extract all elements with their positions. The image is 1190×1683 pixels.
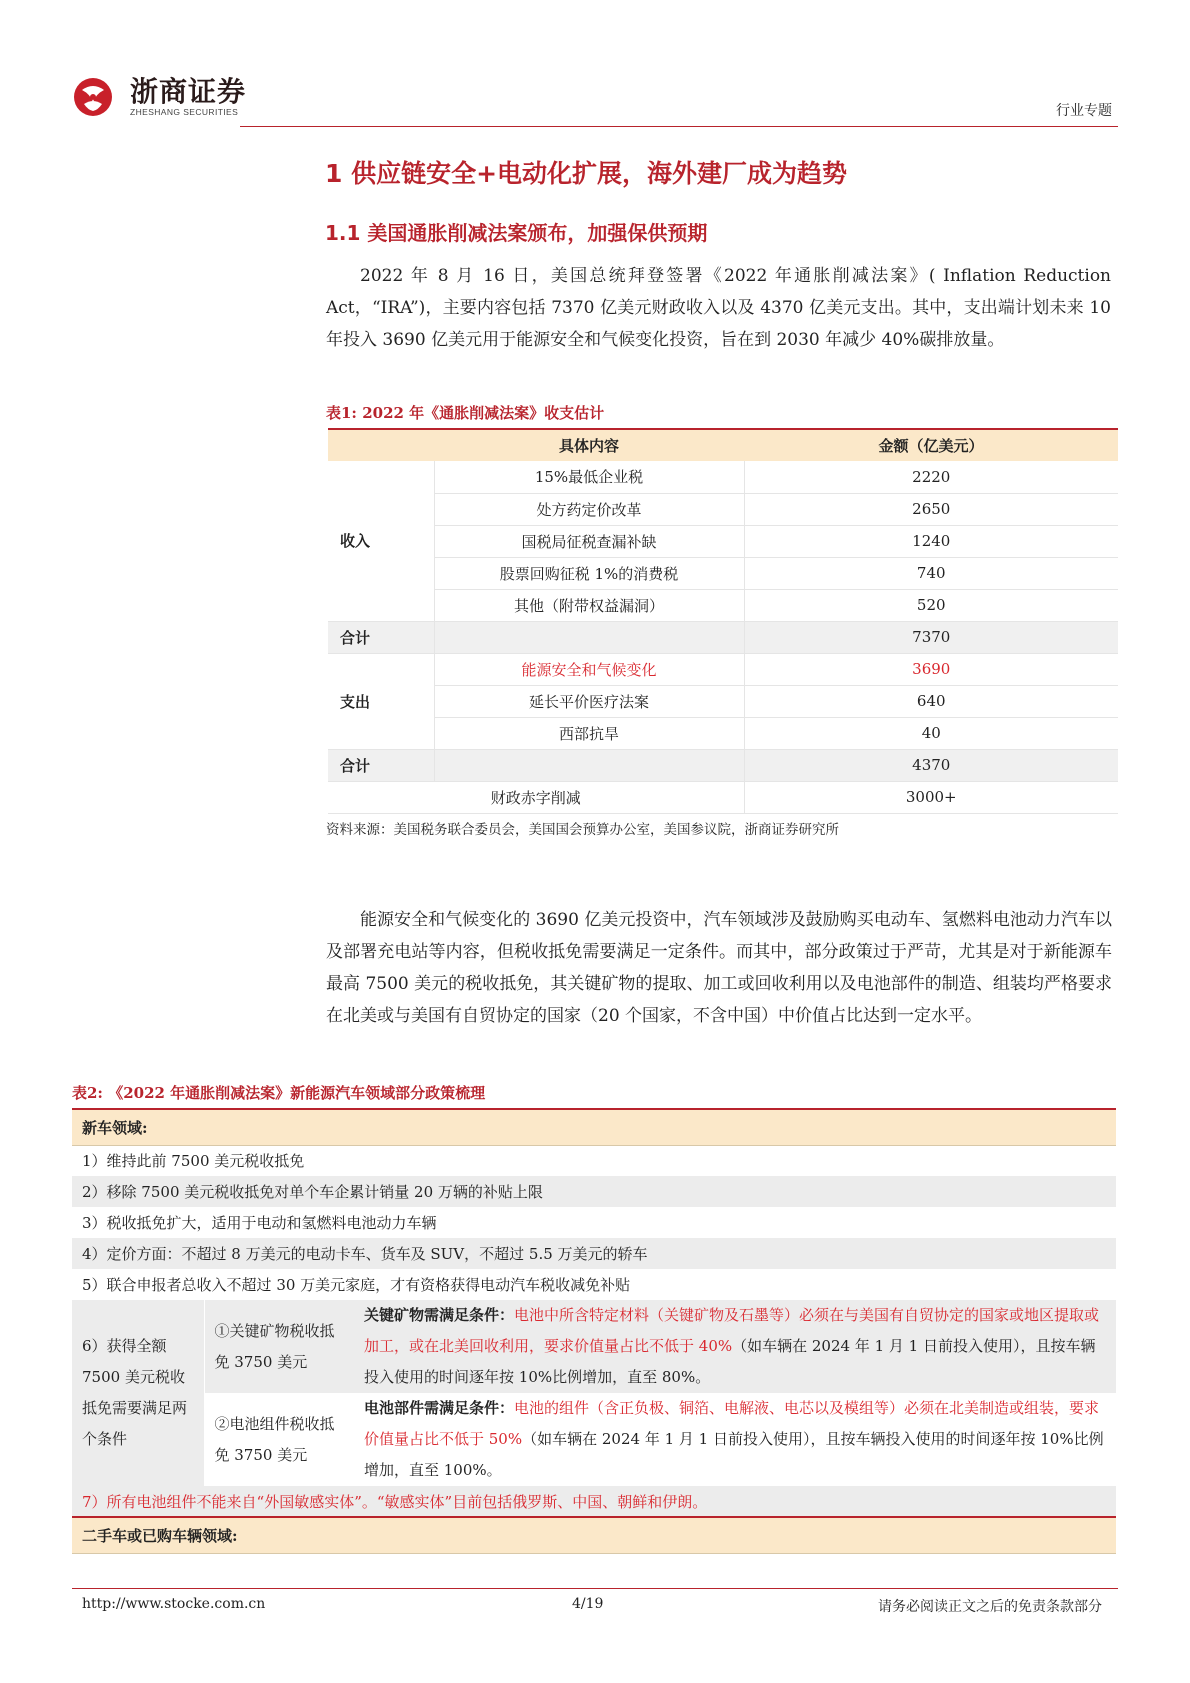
policy-item: 2）移除 7500 美元税收抵免对单个车企累计销量 20 万辆的补贴上限	[72, 1176, 1116, 1207]
ira-budget-table	[328, 428, 1118, 814]
cell-amount: 3000+	[744, 781, 1118, 813]
section-title: 新车领域:	[72, 1109, 1116, 1145]
footer-divider	[72, 1588, 1118, 1589]
table-row	[328, 589, 1118, 621]
policy-item: 5）联合申报者总收入不超过 30 万美元家庭，才有资格获得电动汽车税收减免补贴	[82, 1276, 631, 1294]
cell-item: 15%最低企业税	[434, 461, 744, 493]
income-label: 收入	[328, 461, 434, 621]
condition2-red-text: 电池的组件（含正负极、铜箔、电解液、电芯以及模组等）必须在北美制造或组装，要求价值量占比不低于 50%	[364, 1399, 1100, 1448]
table-row	[72, 1176, 1116, 1207]
cell-item: 延长平价医疗法案	[434, 685, 744, 717]
table-row	[72, 1486, 1116, 1517]
logo	[72, 76, 246, 118]
table-total-row	[328, 749, 1118, 781]
deficit-label: 财政赤字削减	[328, 781, 744, 813]
cell-amount: 740	[744, 557, 1118, 589]
total-label: 合计	[328, 621, 434, 653]
table-row	[72, 1300, 1116, 1393]
cell-item: 西部抗旱	[434, 717, 744, 749]
cell-amount: 4370	[744, 749, 1118, 781]
table-row	[328, 493, 1118, 525]
table-row	[328, 685, 1118, 717]
disclaimer-note: 请务必阅读正文之后的免责条款部分	[878, 1599, 1102, 1615]
report-type-tag: 行业专题	[1056, 103, 1112, 119]
cell-empty	[434, 621, 744, 653]
policy-item: 7）所有电池组件不能来自“外国敏感实体”。“敏感实体”目前包括俄罗斯、中国、朝鲜和伊朗。	[72, 1486, 1116, 1517]
logo-name-cn: 浙商证券	[130, 75, 247, 108]
section-row-new-vehicles	[72, 1109, 1116, 1145]
header-content: 具体内容	[434, 429, 744, 461]
policy-item: 3）税收抵免扩大，适用于电动和氢燃料电池动力车辆	[82, 1214, 437, 1232]
condition1-label: ①关键矿物税收抵免 3750 美元	[204, 1300, 354, 1393]
table-row	[328, 557, 1118, 589]
condition2-title: 电池部件需满足条件：	[364, 1399, 515, 1417]
condition1-red-text: 电池中所含特定材料（关键矿物及石墨等）必须在与美国有自贸协定的国家或地区提取或加工，或在北美回收利用，要求价值量占比不低于 40%	[364, 1306, 1100, 1355]
condition-label: 6）获得全额 7500 美元税收抵免需要满足两个条件	[72, 1300, 204, 1486]
table-header-row	[328, 429, 1118, 461]
table-row	[328, 653, 1118, 685]
section-row-used-vehicles	[72, 1517, 1116, 1553]
table-row	[328, 781, 1118, 813]
table-row	[328, 717, 1118, 749]
analysis-paragraph: 能源安全和气候变化的 3690 亿美元投资中，汽车领域涉及鼓励购买电动车、氢燃料电池动力汽车以及部署充电站等内容，但税收抵免需要满足一定条件。而其中，部分政策过于严苛，尤其是对于新能源车最高 7500 美元的税收抵免，其关键矿物的提取、加工或回收利用以及电池部件的制造、组装均严格要求在北美或与美国有自贸协定的国家（20 个国家，不含中国）中价值占比达到一定水平。	[326, 910, 1112, 1026]
page-number: 4/19	[572, 1596, 604, 1612]
cell-amount: 1240	[744, 525, 1118, 557]
cell-empty	[434, 749, 744, 781]
zheshang-logo-icon	[72, 76, 122, 118]
cell-amount: 640	[744, 685, 1118, 717]
section-heading: 1 供应链安全+电动化扩展，海外建厂成为趋势	[325, 159, 848, 188]
policy-item: 1）维持此前 7500 美元税收抵免	[82, 1152, 305, 1171]
table2-caption: 表2: 《2022 年通胀削减法案》新能源汽车领域部分政策梳理	[72, 1084, 486, 1102]
cell-amount: 3690	[744, 653, 1118, 685]
total-label: 合计	[328, 749, 434, 781]
condition1-rest-text: （如车辆在 2024 年 1 月 1 日前投入使用），且按车辆投入使用的时间逐年按 10%比例增加，直至 80%。	[364, 1337, 1096, 1386]
table-row	[72, 1269, 1116, 1300]
header-divider	[240, 126, 1118, 127]
header-empty	[328, 429, 434, 461]
logo-name-en: ZHESHANG SECURITIES	[130, 107, 239, 117]
header-amount: 金额（亿美元）	[744, 429, 1118, 461]
intro-paragraph: 2022 年 8 月 16 日，美国总统拜登签署《2022 年通胀削减法案》( Inflation Reduction Act，“IRA”)，主要内容包括 7370 亿美元财政收入以及 4370 亿美元支出。其中，支出端计划未来 10 年投入 3690 亿美元用于能源安全和气候变化投资，旨在到 2030 年减少 40%碳排放量。	[326, 266, 1111, 350]
cell-amount: 2220	[744, 461, 1118, 493]
table-row	[72, 1145, 1116, 1176]
cell-amount: 520	[744, 589, 1118, 621]
cell-amount: 7370	[744, 621, 1118, 653]
table-row	[328, 525, 1118, 557]
expense-label: 支出	[328, 653, 434, 749]
condition1-title: 关键矿物需满足条件：	[364, 1306, 515, 1324]
cell-amount: 40	[744, 717, 1118, 749]
subsection-heading: 1.1 美国通胀削减法案颁布，加强保供预期	[325, 221, 708, 245]
condition2-label: ②电池组件税收抵免 3750 美元	[214, 1414, 335, 1464]
table-row	[328, 461, 1118, 493]
cell-amount: 2650	[744, 493, 1118, 525]
table-row	[72, 1207, 1116, 1238]
condition2-rest-text: （如车辆在 2024 年 1 月 1 日前投入使用），且按车辆投入使用的时间逐年按 10%比例增加，直至 100%。	[364, 1430, 1104, 1479]
section-title: 二手车或已购车辆领域:	[72, 1517, 1116, 1553]
table-row	[72, 1393, 1116, 1486]
cell-item: 股票回购征税 1%的消费税	[434, 557, 744, 589]
policy-item: 4）定价方面：不超过 8 万美元的电动卡车、货车及 SUV，不超过 5.5 万美元的轿车	[72, 1238, 1116, 1269]
ev-policy-table	[72, 1108, 1116, 1554]
cell-item: 处方药定价改革	[434, 493, 744, 525]
cell-item: 其他（附带权益漏洞）	[434, 589, 744, 621]
table1-caption: 表1: 2022 年《通胀削减法案》收支估计	[326, 404, 605, 422]
table-total-row	[328, 621, 1118, 653]
cell-item: 能源安全和气候变化	[434, 653, 744, 685]
condition2-detail	[354, 1393, 1116, 1486]
condition1-detail	[354, 1300, 1116, 1393]
table-row	[72, 1238, 1116, 1269]
table1-source: 资料来源：美国税务联合委员会，美国国会预算办公室，美国参议院，浙商证券研究所	[326, 822, 839, 838]
cell-item: 国税局征税查漏补缺	[434, 525, 744, 557]
footer-url: http://www.stocke.com.cn	[82, 1596, 266, 1612]
